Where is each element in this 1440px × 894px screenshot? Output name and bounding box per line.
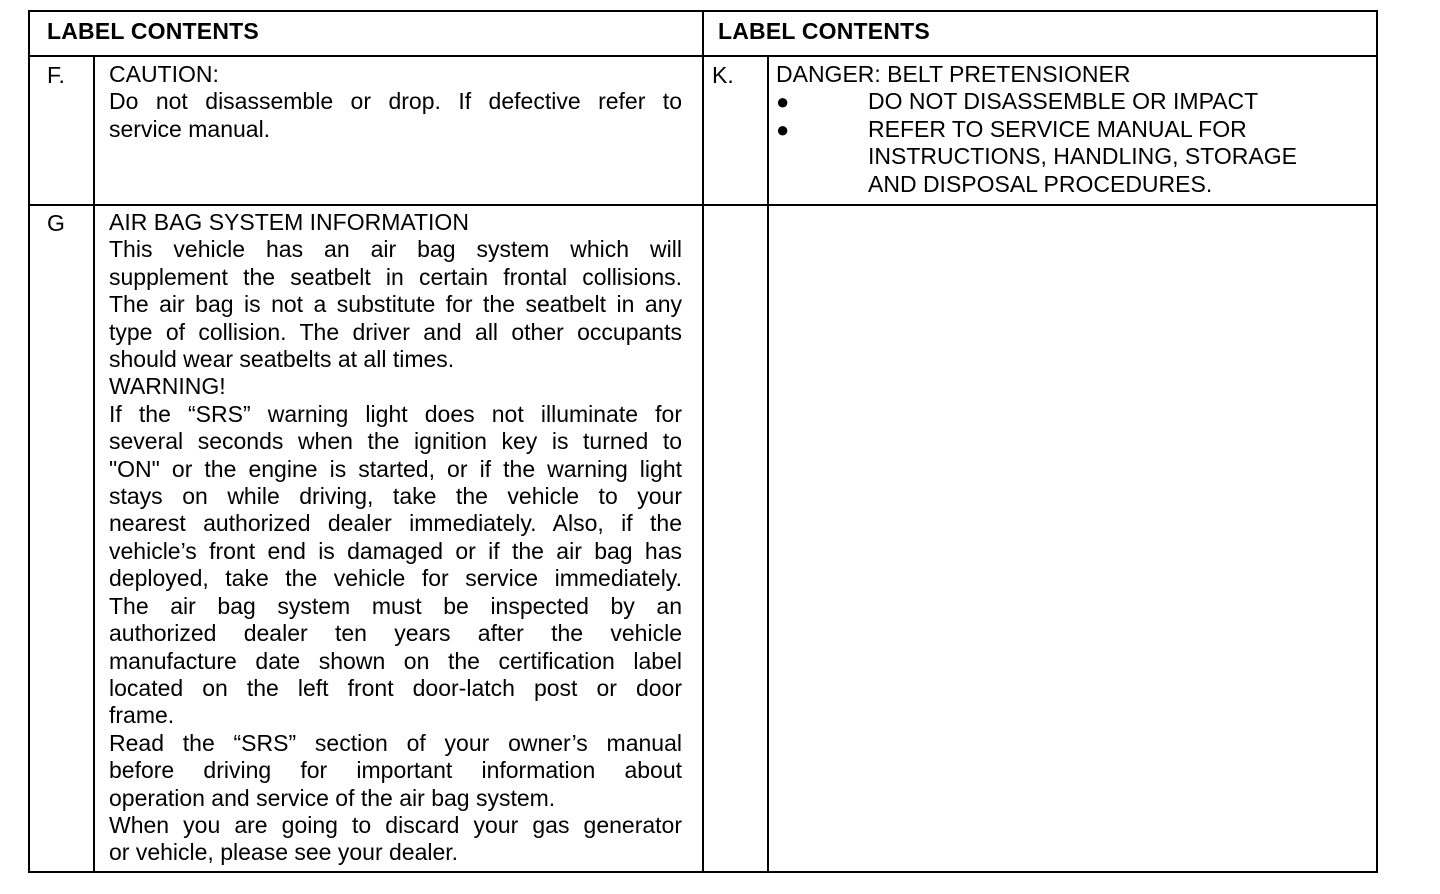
row-f-line: service manual.: [109, 115, 271, 142]
bullet-item: [776, 116, 1366, 198]
header-left: LABEL CONTENTS: [47, 18, 259, 44]
row-g-line: When you are going to discard your gas generator: [109, 811, 682, 838]
row-divider: [28, 204, 1378, 206]
row-g-line: vehicle’s front end is damaged or if the air bag has: [109, 537, 682, 564]
row-g-line: nearest authorized dealer immediately. Also, if the: [109, 510, 682, 537]
row-g-line: type of collision. The driver and all other occupants: [109, 318, 682, 345]
row-g-line: manufacture date shown on the certification label: [109, 647, 682, 674]
row-k-code: K.: [712, 62, 734, 88]
bullet-text: AND DISPOSAL PROCEDURES.: [868, 170, 1213, 197]
row-g-line: frame.: [109, 702, 175, 729]
row-k-title: DANGER: BELT PRETENSIONER: [776, 61, 1131, 87]
row-g-line: The air bag system must be inspected by an: [109, 592, 682, 619]
left-code-divider: [93, 55, 95, 873]
row-g-line: supplement the seatbelt in certain frontal collisions.: [109, 263, 682, 290]
row-g-line: before driving for important information about: [109, 757, 682, 784]
row-f-code: F.: [47, 62, 65, 88]
row-g-line: Read the “SRS” section of your owner’s manual: [109, 729, 682, 756]
row-f-content: [109, 61, 682, 143]
bullet-text: INSTRUCTIONS, HANDLING, STORAGE: [868, 143, 1297, 170]
row-f-line: CAUTION:: [109, 61, 219, 87]
row-k-content: [776, 61, 1366, 198]
row-g-line: This vehicle has an air bag system which will: [109, 236, 682, 263]
row-g-line: AIR BAG SYSTEM INFORMATION: [109, 209, 469, 235]
right-code-divider: [767, 55, 769, 873]
row-g-line: or vehicle, please see your dealer.: [109, 839, 459, 866]
row-g-line: The air bag is not a substitute for the seatbelt in any: [109, 291, 682, 318]
row-g-line: deployed, take the vehicle for service immediately.: [109, 565, 682, 592]
row-g-line: located on the left front door-latch post or door: [109, 674, 682, 701]
row-g-line: If the “SRS” warning light does not illuminate for: [109, 400, 682, 427]
bullet-text: DO NOT DISASSEMBLE OR IMPACT: [868, 88, 1259, 115]
row-g-line: WARNING!: [109, 373, 226, 400]
row-g-line: operation and service of the air bag system.: [109, 784, 556, 811]
bullet-item: [776, 88, 1366, 115]
bullet-text: REFER TO SERVICE MANUAL FOR: [868, 115, 1247, 142]
row-g-line: "ON" or the engine is started, or if the warning light: [109, 455, 682, 482]
row-f-line: Do not disassemble or drop. If defective refer to: [109, 88, 682, 115]
bullet-icon: ●: [776, 89, 790, 115]
row-g-line: several seconds when the ignition key is turned to: [109, 428, 682, 455]
row-g-line: authorized dealer ten years after the vehicle: [109, 620, 682, 647]
row-g-code: G: [47, 210, 65, 236]
row-g-line: stays on while driving, take the vehicle to your: [109, 483, 682, 510]
row-g-line: should wear seatbelts at all times.: [109, 346, 455, 373]
bullet-icon: ●: [776, 116, 790, 142]
header-right: LABEL CONTENTS: [718, 18, 930, 44]
center-divider: [702, 10, 704, 873]
row-g-content: [109, 209, 682, 867]
